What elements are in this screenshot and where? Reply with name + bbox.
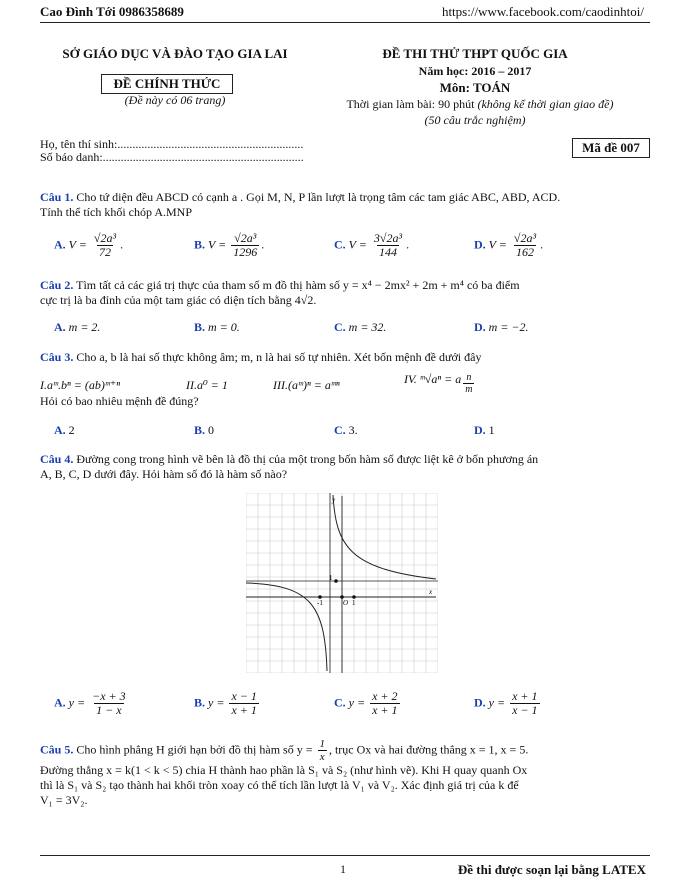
q5-line4: V₁ = 3V₂. bbox=[40, 793, 88, 808]
q4-graph-origin-label: O bbox=[343, 599, 349, 607]
q4-option-a[interactable]: A. y = $\frac{-x + 3}{1 - x}$ bbox=[54, 689, 126, 718]
q4-text bbox=[40, 452, 650, 482]
q4-graph-minus-one: -1 bbox=[317, 599, 323, 607]
q4-graph-one-x: 1 bbox=[352, 599, 356, 607]
q4-label: Câu 4. bbox=[40, 452, 74, 466]
q2-option-c[interactable]: C. m = 32. bbox=[334, 320, 387, 334]
q1-label: Câu 1. bbox=[40, 190, 74, 204]
q1-option-c[interactable]: C. V = $\frac{\text{3√2a³}}{144}$ . bbox=[334, 231, 410, 260]
q1-line1: Cho tứ diện đều ABCD có cạnh a . Gọi M, N, P lần lượt là trọng tâm các tam giác ABC, ABD, ACD. bbox=[76, 190, 561, 204]
q5-label: Câu 5. bbox=[40, 742, 74, 757]
q4-graph-x-label: x bbox=[429, 588, 433, 596]
q4-graph-y-label: y bbox=[332, 496, 336, 504]
q3-statement-3: III.(aᵐ)ⁿ = aᵐⁿ bbox=[273, 378, 340, 392]
q3-statement-1: I.aᵐ.bⁿ = (ab)ᵐ⁺ⁿ bbox=[40, 378, 120, 392]
q1-text bbox=[40, 190, 650, 220]
q5-text: Câu 5. Cho hình phẳng H giới hạn bởi đồ thị hàm số y = $\frac{1}{x}$ , trục Ox và hai đường thẳng x = 1, x = 5. Đường thẳng x = k(1 < k < 5) chia H thành hao phần là S₁ và S₂ (như hình vẽ). Khi H quay quanh Ox thì là S₁ và S₂ tạo thành hai khối tròn xoay có thể tích lần lượt là V₁ và V₂. Xác định giá trị của k để V₁ = 3V₂. bbox=[40, 738, 529, 808]
department-title: SỞ GIÁO DỤC VÀ ĐÀO TẠO GIA LAI bbox=[62, 46, 288, 61]
subject: Môn: TOÁN bbox=[439, 80, 511, 95]
q3-question: Hỏi có bao nhiêu mệnh đề đúng? bbox=[40, 394, 199, 408]
header-author: Cao Đình Tới 0986358689 bbox=[40, 4, 184, 19]
q2-line2: cực trị là ba đỉnh của một tam giác có diện tích bằng 4√2. bbox=[40, 293, 317, 307]
q5-line1a: Cho hình phẳng H giới hạn bởi đồ thị hàm số y = bbox=[76, 742, 313, 757]
q5-line1b: , trục Ox và hai đường thẳng x = 1, x = 5. bbox=[328, 742, 529, 757]
q3-option-d[interactable]: D. 1 bbox=[474, 423, 495, 437]
q2-option-d[interactable]: D. m = −2. bbox=[474, 320, 529, 334]
q4-graph-point-y1 bbox=[334, 579, 338, 583]
q2-option-a[interactable]: A. m = 2. bbox=[54, 320, 101, 334]
q4-line2: A, B, C, D dưới đây. Hỏi hàm số đó là hàm số nào? bbox=[40, 467, 288, 481]
q2-label: Câu 2. bbox=[40, 278, 74, 292]
footer-note: Đề thi được soạn lại bằng LATEX bbox=[457, 862, 646, 877]
q4-option-d[interactable]: D. y = $\frac{x + 1}{x - 1}$ bbox=[474, 689, 538, 718]
q1-option-b[interactable]: B. V = $\frac{\text{√2a³}}{1296}$ . bbox=[194, 231, 265, 260]
exam-title: ĐỀ THI THỬ THPT QUỐC GIA bbox=[382, 46, 568, 61]
q3-statement-2: II.a⁰ = 1 bbox=[186, 378, 228, 392]
pages-note: (Đề này có 06 trang) bbox=[124, 93, 226, 107]
q3-label: Câu 3. bbox=[40, 350, 74, 364]
time-note: (không kể thời gian giao đề) bbox=[477, 97, 614, 111]
q3-option-b[interactable]: B. 0 bbox=[194, 423, 215, 437]
official-box: ĐỀ CHÍNH THỨC bbox=[101, 74, 233, 94]
q3-option-c[interactable]: C. 3. bbox=[334, 423, 358, 437]
exam-code: Mã đề 007 bbox=[572, 138, 650, 158]
q2-line1: Tìm tất cả các giá trị thực của tham số m đồ thị hàm số y = x⁴ − 2mx² + 2m + m⁴ có ba điểm bbox=[76, 278, 520, 292]
q1-line2: Tính thể tích khối chóp A.MNP bbox=[40, 205, 192, 219]
q4-option-c[interactable]: C. y = $\frac{x + 2}{x + 1}$ bbox=[334, 689, 398, 718]
q1-option-a[interactable]: A. V = $\frac{\text{√2a³}}{72}$ . bbox=[54, 231, 124, 260]
q4-graph-one-y: 1 bbox=[329, 574, 333, 582]
q3-text bbox=[40, 350, 650, 365]
page-number: 1 bbox=[340, 862, 346, 876]
q3-option-a[interactable]: A. 2 bbox=[54, 423, 75, 437]
questions-note: (50 câu trắc nghiệm) bbox=[424, 113, 526, 127]
time-main: Thời gian làm bài: 90 phút bbox=[346, 97, 478, 111]
q4-line1: Đường cong trong hình vẽ bên là đồ thị của một trong bốn hàm số được liệt kê ở bốn phương án bbox=[76, 452, 539, 466]
q2-text bbox=[40, 278, 650, 308]
q4-graph-curve-right bbox=[333, 495, 436, 579]
student-name-field: Họ, tên thí sinh:.............................................................. bbox=[40, 137, 304, 151]
q5-line2: Đường thẳng x = k(1 < k < 5) chia H thành hao phần là S₁ và S₂ (như hình vẽ). Khi H quay quanh Ox bbox=[40, 763, 528, 778]
school-year: Năm học: 2016 – 2017 bbox=[418, 64, 532, 78]
student-id-field: Số báo danh:................................................................... bbox=[40, 150, 304, 164]
header-rule bbox=[40, 22, 650, 23]
q3-statement-4: IV. ᵐ√aⁿ = a $\frac{n}{m}$ bbox=[404, 372, 473, 395]
q4-graph bbox=[246, 493, 438, 673]
q1-option-d[interactable]: D. V = $\frac{\text{√2a³}}{162}$ . bbox=[474, 231, 544, 260]
q5-line3: thì là S₁ và S₂ tạo thành hai khối tròn xoay có thể tích lần lượt là V₁ và V₂. Xác định giá trị của k để bbox=[40, 778, 519, 793]
q2-option-b[interactable]: B. m = 0. bbox=[194, 320, 240, 334]
header-url[interactable]: https://www.facebook.com/caodinhtoi/ bbox=[441, 4, 644, 19]
footer-rule bbox=[40, 855, 650, 856]
q4-option-b[interactable]: B. y = $\frac{x - 1}{x + 1}$ bbox=[194, 689, 257, 718]
q3-line1: Cho a, b là hai số thực không âm; m, n là hai số tự nhiên. Xét bốn mệnh đề dưới đây bbox=[76, 350, 482, 364]
time-line bbox=[310, 97, 650, 112]
